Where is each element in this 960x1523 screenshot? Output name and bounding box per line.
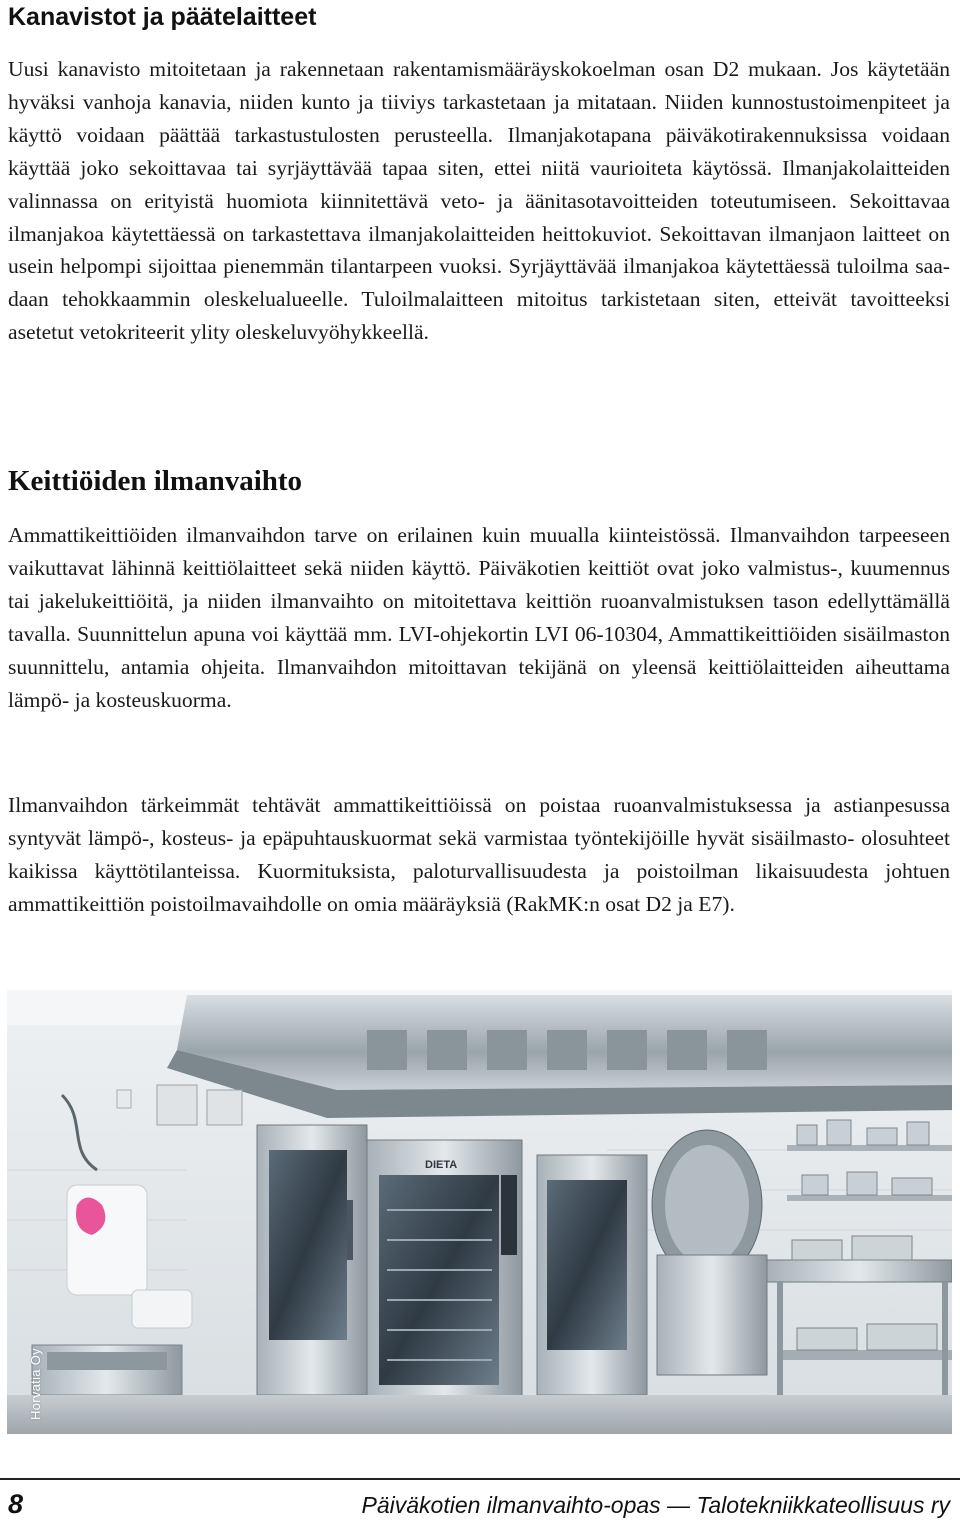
hood-filters [367, 1030, 767, 1070]
worktable-leg [942, 1282, 948, 1402]
paragraph-ducts: Uusi kanavisto mitoitetaan ja rakennetaan rakentamismääräyskokoelman osan D2 mukaan. Jos käytetään hyväksi vanhoja kanavia, niiden kunto ja tiiviys tarkastetaan ja mitataan. Niiden kunnostustoimenpiteet ja käyttö voidaan päättää tarkastustulosten perusteella. Ilmanjakotapana päiväkotirakennuksissa voidaan käyttää joko sekoittavaa tai syrjäyttävää tapaa siten, ettei niitä vaurioiteta käytössä. Ilmanjakolaitteiden valinnassa on erityistä huomiota kiinnitettävä veto- ja äänitasotavoitteiden toteutumiseen. Sekoittavaa ilmanjakoa käytettäessä on tarkastettava ilmanjakolaitteiden heittokuviot. Sekoittavan ilmanjaon laitteet on usein helpompi sijoittaa pienemmän tilantarpeen vuoksi. Syrjäyttävää ilmanjakoa käytettäessä tuloilma saadaan tehokkaammin oleskelualueelle. Tuloilmalaitteen mitoitus tarkistetaan siten, etteivät tavoitteeksi asetetut vetokriteerit ylity oleskeluvyöhykkeellä. [8, 57, 950, 345]
electrical-box [207, 1090, 242, 1125]
paragraph-kitchen-ventilation: Ammattikeittiöiden ilmanvaihdon tarve on erilainen kuin muualla kiinteistössä. Ilmanvaihdon tarpeeseen vaikuttavat lähinnä keittiölaitteet sekä niiden käyttö. Päiväkotien keittiöt ovat joko valmistus-, kuumennus tai jakelukeittiöitä, ja niiden ilmanvaihto on mitoitettava keittiön ruoanvalmistuksen tason edellyttämällä tavalla. Suunnittelun apuna voi käyttää mm. LVI-ohjekortin LVI 06-10304, Ammattikeittiöiden sisäilmaston suunnittelu, antamia ohjeita. Ilmanvaihdon mitoittavan tekijänä on yleensä keittiölaitteiden aiheuttama lämpö- ja kosteuskuorma. [8, 523, 950, 712]
section-heading-kitchens: Keittiöiden ilmanvaihto [8, 465, 303, 497]
oven-brand-label: DIETA [425, 1159, 458, 1171]
soap-dispenser [132, 1290, 192, 1328]
electrical-box [157, 1085, 197, 1125]
tilting-kettle [657, 1255, 767, 1375]
oven-control-panel [501, 1175, 517, 1255]
paper-towel-dispenser [67, 1185, 147, 1295]
stainless-worktable [767, 1260, 952, 1282]
switch [117, 1090, 131, 1108]
photo-credit: Horvatia Oy [28, 1348, 43, 1420]
page-number: 8 [8, 1489, 24, 1519]
footer-rule [0, 1478, 960, 1480]
kitchen-photo [7, 990, 952, 1434]
footer-title: Päiväkotien ilmanvaihto-opas — Talotekniikkateollisuus ry [361, 1492, 950, 1518]
section-heading-ducts: Kanavistot ja päätelaitteet [8, 3, 317, 31]
sink-basin [47, 1352, 167, 1370]
oven-door-glass [547, 1180, 627, 1350]
tilting-kettle-lid-inner [665, 1145, 749, 1265]
worktable-leg [777, 1282, 783, 1402]
oven-door-glass [379, 1175, 499, 1385]
oven-handle [347, 1200, 353, 1260]
worktable-shelf [777, 1350, 952, 1360]
floor [7, 1395, 952, 1434]
oven-door-glass [269, 1150, 347, 1340]
paragraph-kitchen-tasks: Ilmanvaihdon tärkeimmät tehtävät ammattikeittiöissä on poistaa ruoanvalmistuksessa ja astianpesussa syntyvät lämpö-, kosteus- ja epäpuhtauskuormat sekä varmistaa työntekijöille hyvät sisäilmasto- olosuhteet kaikissa käyttötilanteissa. Kuormituksista, paloturvallisuudesta ja poistoilman likaisuudesta johtuen ammattikeittiön poistoilmavaihdolle on omia määräyksiä (RakMK:n osat D2 ja E7). [8, 793, 950, 916]
